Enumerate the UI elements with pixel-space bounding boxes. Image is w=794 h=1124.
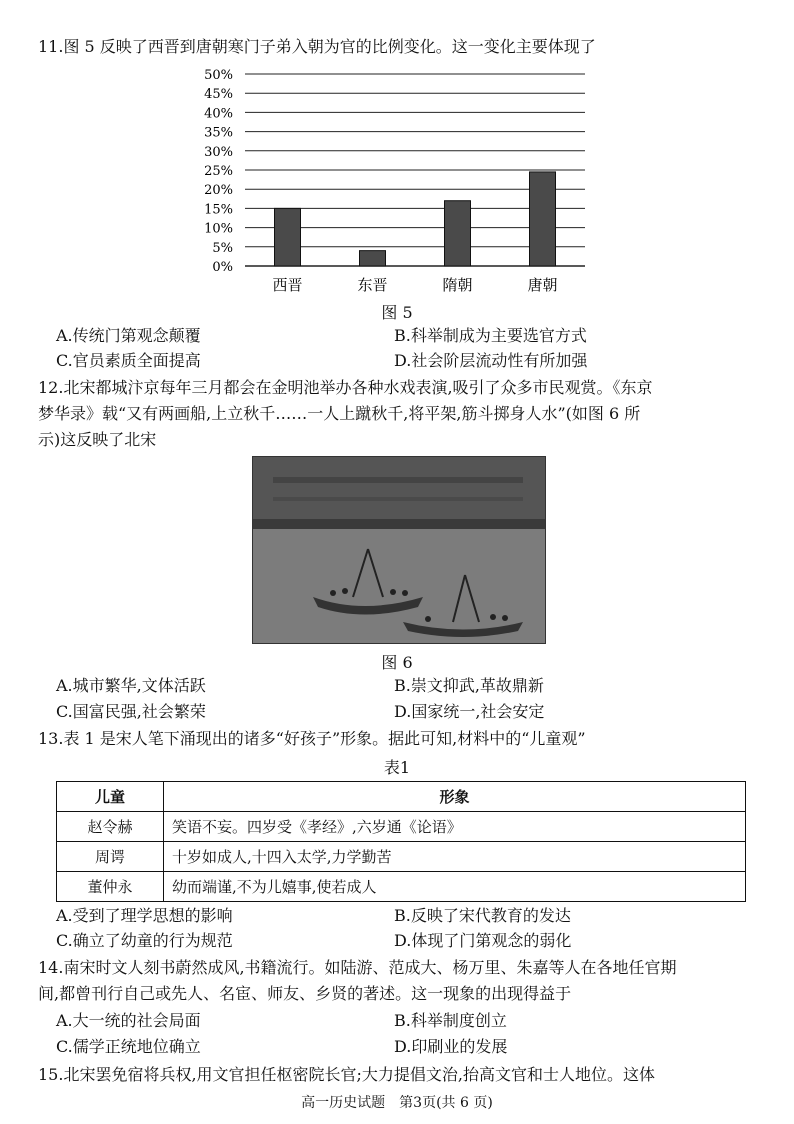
q12-option-d: D.国家统一,社会安定 [394, 702, 545, 721]
figure6-caption: 图 6 [381, 653, 413, 672]
y-tick-label: 40% [204, 106, 233, 122]
q11-option-a: A.传统门第观念颠覆 [56, 326, 201, 345]
q12-option-b: B.崇文抑武,革故鼎新 [394, 676, 544, 695]
y-tick-label: 10% [204, 221, 233, 237]
y-tick-label: 20% [204, 183, 233, 199]
bar [445, 201, 471, 266]
y-tick-label: 5% [212, 240, 233, 256]
table-cell-image: 幼而端谨,不为儿嬉事,使若成人 [164, 872, 746, 902]
q14-stem-line1: 14.南宋时文人刻书蔚然成风,书籍流行。如陆游、范成大、杨万里、朱嘉等人在各地任官期 [38, 958, 677, 977]
bar [275, 208, 301, 266]
q11-option-b: B.科举制成为主要选官方式 [394, 326, 587, 345]
table1 [56, 781, 746, 902]
y-tick-label: 50% [204, 68, 233, 83]
y-tick-label: 35% [204, 125, 233, 141]
q12-stem-line3: 示)这反映了北宋 [38, 430, 157, 449]
table1-caption: 表1 [383, 758, 411, 777]
figure6-boat-show-image [252, 456, 546, 644]
figure5-bar-chart [190, 60, 590, 300]
x-tick-label: 西晋 [272, 276, 303, 294]
table-header-child: 儿童 [57, 782, 164, 812]
q12-option-a: A.城市繁华,文体活跃 [56, 676, 206, 695]
table-row [57, 812, 746, 842]
y-tick-label: 25% [204, 164, 233, 179]
bar [530, 172, 556, 266]
table-cell-child: 董仲永 [57, 872, 164, 902]
figure5-caption: 图 5 [381, 303, 413, 322]
q12-stem-line2: 梦华录》载“又有两画船,上立秋千……一人上蹴秋千,将平架,筋斗掷身人水”(如图 6 所 [38, 404, 641, 423]
q13-stem: 13.表 1 是宋人笔下涌现出的诸多“好孩子”形象。据此可知,材料中的“儿童观” [38, 729, 586, 748]
q13-option-a: A.受到了理学思想的影响 [56, 906, 233, 925]
table-row [57, 872, 746, 902]
q13-option-d: D.体现了门第观念的弱化 [394, 931, 572, 950]
table-cell-image: 笑语不妄。四岁受《孝经》,六岁通《论语》 [164, 812, 746, 842]
page-footer: 高一历史试题 第3页(共 6 页) [301, 1095, 493, 1111]
q13-option-b: B.反映了宋代教育的发达 [394, 906, 571, 925]
table-cell-child: 周谔 [57, 842, 164, 872]
q14-option-d: D.印刷业的发展 [394, 1037, 508, 1056]
x-tick-label: 东晋 [357, 276, 388, 294]
q14-option-c: C.儒学正统地位确立 [56, 1037, 201, 1056]
q11-option-c: C.官员素质全面提高 [56, 351, 201, 370]
q14-option-b: B.科举制度创立 [394, 1011, 507, 1030]
q14-option-a: A.大一统的社会局面 [56, 1011, 201, 1030]
q15-stem-line1: 15.北宋罢免宿将兵权,用文官担任枢密院长官;大力提倡文治,抬高文官和士人地位。这体 [38, 1065, 656, 1084]
table-header-image: 形象 [164, 782, 746, 812]
q12-option-c: C.国富民强,社会繁荣 [56, 702, 206, 721]
y-tick-label: 30% [204, 144, 233, 160]
x-tick-label: 隋朝 [442, 276, 473, 294]
y-tick-label: 15% [204, 202, 233, 218]
x-tick-label: 唐朝 [527, 276, 558, 294]
bar [360, 251, 386, 266]
table-row [57, 842, 746, 872]
q13-option-c: C.确立了幼童的行为规范 [56, 931, 233, 950]
q12-stem-line1: 12.北宋都城汴京每年三月都会在金明池举办各种水戏表演,吸引了众多市民观赏。《东京 [38, 378, 653, 397]
table-header-row [57, 782, 746, 812]
q14-stem-line2: 间,都曾刊行自己或先人、名宦、师友、乡贤的著述。这一现象的出现得益于 [38, 984, 572, 1003]
y-tick-label: 0% [212, 260, 233, 275]
table-cell-image: 十岁如成人,十四入太学,力学勤苦 [164, 842, 746, 872]
y-tick-label: 45% [204, 87, 233, 103]
table-cell-child: 赵令赫 [57, 812, 164, 842]
q11-option-d: D.社会阶层流动性有所加强 [394, 351, 588, 370]
q11-stem: 11.图 5 反映了西晋到唐朝寒门子弟入朝为官的比例变化。这一变化主要体现了 [38, 37, 596, 56]
